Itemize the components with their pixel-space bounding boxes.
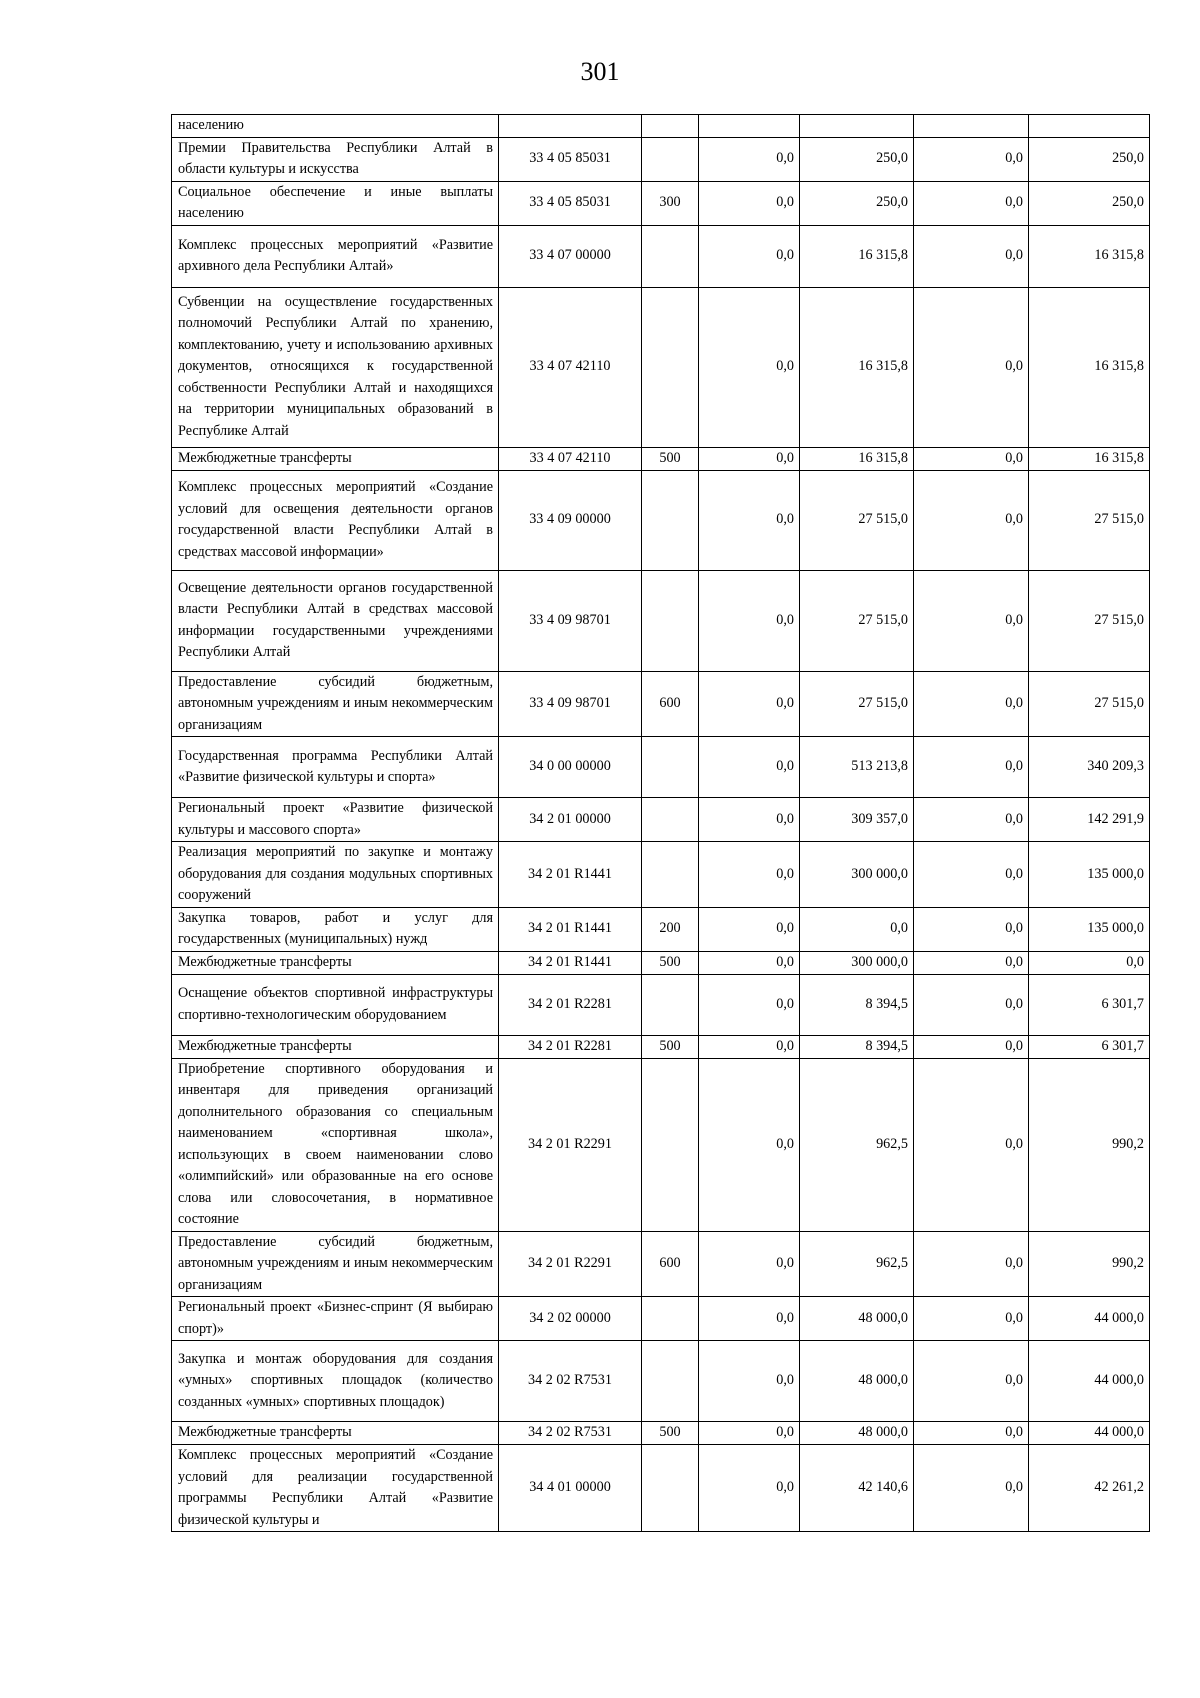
table-row (172, 842, 1150, 908)
cell-expense-type (642, 1058, 699, 1231)
cell-expense-type (642, 1341, 699, 1422)
cell-value-2: 48 000,0 (800, 1297, 914, 1341)
cell-name: Межбюджетные трансферты (172, 447, 499, 470)
cell-value-4: 44 000,0 (1029, 1297, 1150, 1341)
table-body (172, 115, 1150, 1532)
cell-value-4: 250,0 (1029, 181, 1150, 225)
cell-name: Закупка и монтаж оборудования для создания «умных» спортивных площадок (количество созданных «умных» спортивных площадок) (172, 1341, 499, 1422)
cell-name: Субвенции на осуществление государственных полномочий Республики Алтай по хранению, комплектованию, учету и использованию архивных документов, относящихся к государственной собственности Республики Алтай и находящихся на территории муниципальных образований в Республике Алтай (172, 287, 499, 447)
cell-code: 33 4 07 00000 (499, 225, 642, 287)
cell-value-3: 0,0 (914, 137, 1029, 181)
cell-value-1: 0,0 (699, 447, 800, 470)
cell-name: Комплекс процессных мероприятий «Создание условий для освещения деятельности органов государственной власти Республики Алтай в средствах массовой информации» (172, 470, 499, 570)
cell-expense-type: 500 (642, 447, 699, 470)
cell-value-2: 27 515,0 (800, 470, 914, 570)
cell-expense-type: 600 (642, 1231, 699, 1297)
table-row (172, 1422, 1150, 1445)
cell-name: Социальное обеспечение и иные выплаты населению (172, 181, 499, 225)
cell-value-3: 0,0 (914, 907, 1029, 951)
cell-name: Предоставление субсидий бюджетным, автономным учреждениям и иным некоммерческим организациям (172, 671, 499, 737)
cell-value-3: 0,0 (914, 1422, 1029, 1445)
cell-name: Комплекс процессных мероприятий «Создание условий для реализации государственной программы Республики Алтай «Развитие физической культуры и (172, 1445, 499, 1532)
cell-value-3: 0,0 (914, 287, 1029, 447)
table-row (172, 115, 1150, 138)
cell-name: населению (172, 115, 499, 138)
table-row (172, 447, 1150, 470)
cell-value-1: 0,0 (699, 181, 800, 225)
cell-value-3: 0,0 (914, 1058, 1029, 1231)
table-row (172, 470, 1150, 570)
cell-value-3: 0,0 (914, 737, 1029, 798)
table-row (172, 287, 1150, 447)
cell-value-3: 0,0 (914, 181, 1029, 225)
cell-value-4: 0,0 (1029, 951, 1150, 974)
cell-value-2: 300 000,0 (800, 842, 914, 908)
cell-value-1: 0,0 (699, 798, 800, 842)
cell-value-4: 6 301,7 (1029, 974, 1150, 1035)
cell-value-1: 0,0 (699, 137, 800, 181)
cell-value-1: 0,0 (699, 671, 800, 737)
cell-code: 34 2 01 R1441 (499, 907, 642, 951)
cell-value-2: 27 515,0 (800, 570, 914, 671)
cell-value-1: 0,0 (699, 1058, 800, 1231)
cell-value-4 (1029, 115, 1150, 138)
cell-value-2: 250,0 (800, 137, 914, 181)
cell-value-3: 0,0 (914, 470, 1029, 570)
cell-code (499, 115, 642, 138)
cell-value-4: 27 515,0 (1029, 570, 1150, 671)
cell-value-2: 962,5 (800, 1058, 914, 1231)
cell-value-1: 0,0 (699, 907, 800, 951)
cell-value-2: 48 000,0 (800, 1341, 914, 1422)
cell-value-3: 0,0 (914, 570, 1029, 671)
cell-value-2: 8 394,5 (800, 1035, 914, 1058)
cell-code: 34 2 02 R7531 (499, 1341, 642, 1422)
cell-value-1: 0,0 (699, 1297, 800, 1341)
cell-value-4: 42 261,2 (1029, 1445, 1150, 1532)
cell-expense-type (642, 974, 699, 1035)
cell-value-4: 16 315,8 (1029, 287, 1150, 447)
cell-code: 33 4 09 00000 (499, 470, 642, 570)
cell-value-2: 962,5 (800, 1231, 914, 1297)
cell-value-2: 27 515,0 (800, 671, 914, 737)
cell-expense-type: 500 (642, 951, 699, 974)
table-row (172, 974, 1150, 1035)
cell-value-2 (800, 115, 914, 138)
cell-value-1: 0,0 (699, 1341, 800, 1422)
table-row (172, 907, 1150, 951)
cell-name: Государственная программа Республики Алтай «Развитие физической культуры и спорта» (172, 737, 499, 798)
cell-code: 33 4 05 85031 (499, 181, 642, 225)
cell-value-2: 250,0 (800, 181, 914, 225)
cell-name: Межбюджетные трансферты (172, 951, 499, 974)
cell-value-4: 27 515,0 (1029, 470, 1150, 570)
cell-code: 33 4 07 42110 (499, 287, 642, 447)
cell-code: 33 4 05 85031 (499, 137, 642, 181)
cell-code: 33 4 07 42110 (499, 447, 642, 470)
cell-code: 34 2 02 00000 (499, 1297, 642, 1341)
cell-value-2: 309 357,0 (800, 798, 914, 842)
cell-code: 34 2 01 R1441 (499, 842, 642, 908)
cell-value-3: 0,0 (914, 1341, 1029, 1422)
cell-expense-type: 300 (642, 181, 699, 225)
cell-code: 34 4 01 00000 (499, 1445, 642, 1532)
cell-value-1: 0,0 (699, 1445, 800, 1532)
table-row (172, 951, 1150, 974)
cell-expense-type (642, 737, 699, 798)
table-row (172, 1035, 1150, 1058)
cell-value-1: 0,0 (699, 470, 800, 570)
table-row (172, 1058, 1150, 1231)
cell-value-1: 0,0 (699, 1422, 800, 1445)
cell-value-2: 42 140,6 (800, 1445, 914, 1532)
table-row (172, 1231, 1150, 1297)
cell-value-3: 0,0 (914, 225, 1029, 287)
table-row (172, 1297, 1150, 1341)
page-number: 301 (580, 57, 620, 86)
cell-name: Региональный проект «Развитие физической культуры и массового спорта» (172, 798, 499, 842)
cell-value-4: 6 301,7 (1029, 1035, 1150, 1058)
cell-code: 34 2 01 R2291 (499, 1231, 642, 1297)
cell-name: Межбюджетные трансферты (172, 1422, 499, 1445)
cell-name: Оснащение объектов спортивной инфраструктуры спортивно-технологическим оборудованием (172, 974, 499, 1035)
cell-value-4: 135 000,0 (1029, 907, 1150, 951)
cell-expense-type (642, 137, 699, 181)
cell-value-1: 0,0 (699, 974, 800, 1035)
cell-expense-type: 500 (642, 1422, 699, 1445)
table-row (172, 737, 1150, 798)
cell-value-1: 0,0 (699, 1035, 800, 1058)
cell-value-1: 0,0 (699, 287, 800, 447)
table-row (172, 1445, 1150, 1532)
cell-value-2: 8 394,5 (800, 974, 914, 1035)
cell-code: 34 2 01 R1441 (499, 951, 642, 974)
cell-expense-type (642, 1445, 699, 1532)
cell-expense-type: 600 (642, 671, 699, 737)
cell-value-4: 16 315,8 (1029, 447, 1150, 470)
cell-value-4: 44 000,0 (1029, 1341, 1150, 1422)
table-row (172, 570, 1150, 671)
cell-value-4: 142 291,9 (1029, 798, 1150, 842)
cell-name: Региональный проект «Бизнес-спринт (Я выбираю спорт)» (172, 1297, 499, 1341)
cell-value-2: 16 315,8 (800, 225, 914, 287)
cell-name: Приобретение спортивного оборудования и инвентаря для приведения организаций дополнительного образования со специальным наименованием «спортивная школа», использующих в своем наименовании слово «олимпийский» или образованные на его основе слова или словосочетания, в нормативное состояние (172, 1058, 499, 1231)
table-row (172, 225, 1150, 287)
cell-code: 34 2 02 R7531 (499, 1422, 642, 1445)
table-row (172, 1341, 1150, 1422)
cell-value-1 (699, 115, 800, 138)
cell-code: 33 4 09 98701 (499, 671, 642, 737)
cell-expense-type (642, 115, 699, 138)
cell-expense-type (642, 842, 699, 908)
cell-name: Межбюджетные трансферты (172, 1035, 499, 1058)
cell-value-2: 16 315,8 (800, 447, 914, 470)
cell-value-3: 0,0 (914, 447, 1029, 470)
cell-value-4: 16 315,8 (1029, 225, 1150, 287)
cell-value-4: 44 000,0 (1029, 1422, 1150, 1445)
cell-value-4: 990,2 (1029, 1231, 1150, 1297)
cell-expense-type: 500 (642, 1035, 699, 1058)
cell-value-2: 48 000,0 (800, 1422, 914, 1445)
cell-value-3: 0,0 (914, 798, 1029, 842)
cell-code: 34 2 01 R2291 (499, 1058, 642, 1231)
cell-expense-type (642, 798, 699, 842)
table-row (172, 181, 1150, 225)
table-row (172, 798, 1150, 842)
cell-name: Реализация мероприятий по закупке и монтажу оборудования для создания модульных спортивных сооружений (172, 842, 499, 908)
cell-expense-type (642, 225, 699, 287)
cell-expense-type (642, 570, 699, 671)
cell-value-3: 0,0 (914, 1297, 1029, 1341)
cell-value-1: 0,0 (699, 951, 800, 974)
cell-value-3: 0,0 (914, 842, 1029, 908)
cell-expense-type (642, 287, 699, 447)
cell-value-2: 16 315,8 (800, 287, 914, 447)
cell-value-3: 0,0 (914, 951, 1029, 974)
cell-value-1: 0,0 (699, 842, 800, 908)
cell-value-3 (914, 115, 1029, 138)
cell-value-3: 0,0 (914, 974, 1029, 1035)
cell-value-4: 340 209,3 (1029, 737, 1150, 798)
table-row (172, 137, 1150, 181)
cell-name: Закупка товаров, работ и услуг для государственных (муниципальных) нужд (172, 907, 499, 951)
cell-name: Премии Правительства Республики Алтай в области культуры и искусства (172, 137, 499, 181)
cell-code: 33 4 09 98701 (499, 570, 642, 671)
cell-value-1: 0,0 (699, 225, 800, 287)
cell-value-3: 0,0 (914, 1035, 1029, 1058)
cell-value-1: 0,0 (699, 1231, 800, 1297)
cell-value-2: 300 000,0 (800, 951, 914, 974)
cell-name: Предоставление субсидий бюджетным, автономным учреждениям и иным некоммерческим организациям (172, 1231, 499, 1297)
cell-value-3: 0,0 (914, 671, 1029, 737)
cell-value-1: 0,0 (699, 737, 800, 798)
cell-value-3: 0,0 (914, 1231, 1029, 1297)
cell-code: 34 0 00 00000 (499, 737, 642, 798)
cell-value-4: 250,0 (1029, 137, 1150, 181)
cell-value-4: 27 515,0 (1029, 671, 1150, 737)
cell-code: 34 2 01 00000 (499, 798, 642, 842)
cell-value-1: 0,0 (699, 570, 800, 671)
cell-expense-type (642, 1297, 699, 1341)
cell-value-2: 0,0 (800, 907, 914, 951)
cell-code: 34 2 01 R2281 (499, 974, 642, 1035)
table-row (172, 671, 1150, 737)
cell-name: Комплекс процессных мероприятий «Развитие архивного дела Республики Алтай» (172, 225, 499, 287)
cell-code: 34 2 01 R2281 (499, 1035, 642, 1058)
budget-table (171, 114, 1150, 1532)
cell-expense-type: 200 (642, 907, 699, 951)
cell-value-2: 513 213,8 (800, 737, 914, 798)
cell-value-3: 0,0 (914, 1445, 1029, 1532)
cell-expense-type (642, 470, 699, 570)
cell-value-4: 990,2 (1029, 1058, 1150, 1231)
cell-name: Освещение деятельности органов государственной власти Республики Алтай в средствах массовой информации государственными учреждениями Республики Алтай (172, 570, 499, 671)
cell-value-4: 135 000,0 (1029, 842, 1150, 908)
